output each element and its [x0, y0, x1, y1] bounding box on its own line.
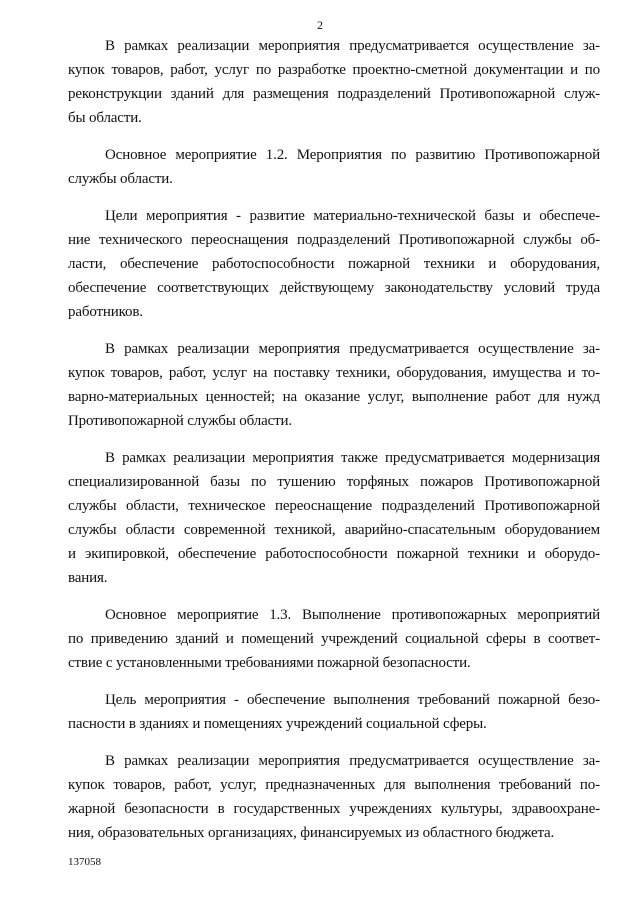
paragraph	[68, 143, 600, 191]
text-line: пасности в зданиях и помещениях учреждений социальной сферы.	[68, 716, 487, 732]
text-line: службы области современной техникой, аварийно-спасательным оборудованием	[68, 522, 600, 538]
text-line: службы области.	[68, 171, 173, 187]
text-line: купок товаров, работ, услуг по разработке проектно-сметной документации и по	[68, 62, 600, 78]
text-line: ствие с установленными требованиями пожарной безопасности.	[68, 655, 471, 671]
document-body	[68, 34, 600, 845]
text-line: варно-материальных ценностей; на оказание услуг, выполнение работ для нужд	[68, 389, 600, 405]
paragraph	[68, 749, 600, 845]
footer-code: 137058	[68, 856, 101, 868]
text-line: обеспечение соответствующих действующему законодательству условий труда	[68, 280, 600, 296]
text-line: бы области.	[68, 110, 142, 126]
page-number: 2	[317, 18, 323, 32]
paragraph	[68, 204, 600, 324]
text-line: В рамках реализации мероприятия предусматривается осуществление за-	[105, 753, 600, 769]
paragraph	[68, 446, 600, 590]
text-line: В рамках реализации мероприятия предусматривается осуществление за-	[105, 341, 600, 357]
text-line: службы области, техническое переоснащение подразделений Противопожарной	[68, 498, 600, 514]
text-line: ласти, обеспечение работоспособности пожарной техники и оборудования,	[68, 256, 600, 272]
text-line: и экипировкой, обеспечение работоспособности пожарной техники и оборудо-	[68, 546, 600, 562]
paragraph	[68, 603, 600, 675]
paragraph	[68, 337, 600, 433]
text-line: ния, образовательных организациях, финансируемых из областного бюджета.	[68, 825, 555, 841]
paragraph	[68, 34, 600, 130]
text-line: Противопожарной службы области.	[68, 413, 292, 429]
text-line: специализированной базы по тушению торфяных пожаров Противопожарной	[68, 474, 600, 490]
paragraph	[68, 688, 600, 736]
text-line: В рамках реализации мероприятия также предусматривается модернизация	[105, 450, 600, 466]
text-line: Цели мероприятия - развитие материально-технической базы и обеспече-	[105, 208, 600, 224]
text-line: Цель мероприятия - обеспечение выполнения требований пожарной безо-	[105, 692, 600, 708]
text-line: по приведению зданий и помещений учреждений социальной сферы в соответ-	[68, 631, 600, 647]
text-line: купок товаров, работ, услуг, предназначенных для выполнения требований по-	[68, 777, 600, 793]
text-line: Основное мероприятие 1.2. Мероприятия по развитию Противопожарной	[105, 147, 600, 163]
text-line: реконструкции зданий для размещения подразделений Противопожарной служ-	[68, 86, 600, 102]
text-line: Основное мероприятие 1.3. Выполнение противопожарных мероприятий	[105, 607, 600, 623]
text-line: жарной безопасности в государственных учреждениях культуры, здравоохране-	[68, 801, 600, 817]
text-line: В рамках реализации мероприятия предусматривается осуществление за-	[105, 38, 600, 54]
text-line: ние технического переоснащения подразделений Противопожарной службы об-	[68, 232, 600, 248]
text-line: купок товаров, работ, услуг на поставку техники, оборудования, имущества и то-	[68, 365, 600, 381]
text-line: работников.	[68, 304, 143, 320]
text-line: вания.	[68, 570, 108, 586]
